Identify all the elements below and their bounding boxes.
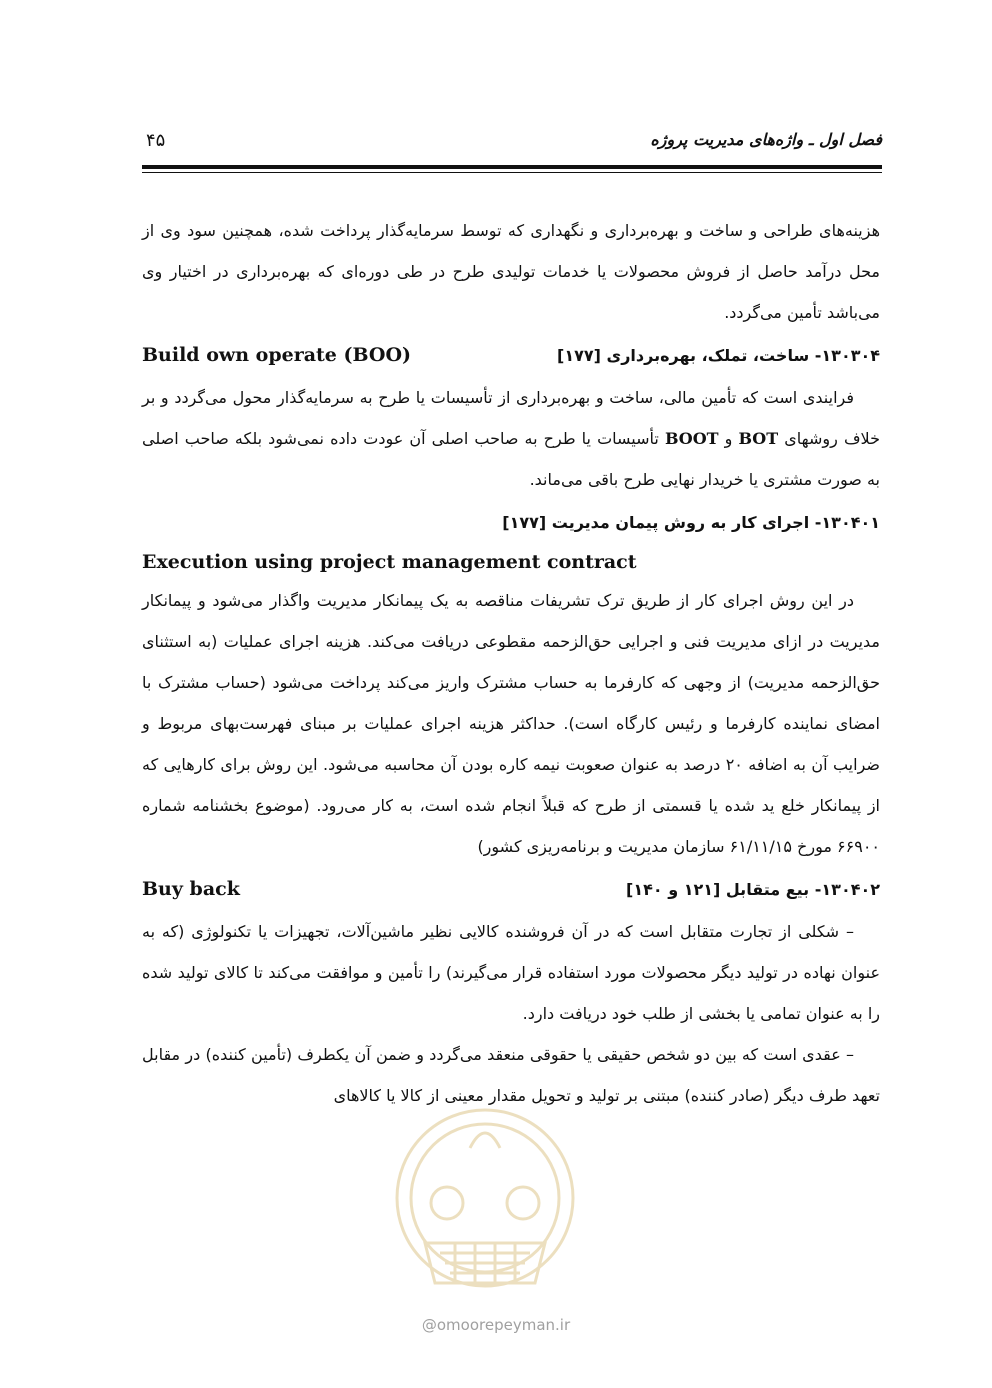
buyback-item-2: – عقدی است که بین دو شخص حقیقی یا حقوقی منعقد می‌گردد و ضمن آن یکطرف (تأمین کننده) در مقابل تعهد طرف دیگر (صادر کننده) مبتنی بر تولید و تحویل مقدار معینی از کالا یا کالاهای [142, 1045, 880, 1105]
term-buyback [142, 867, 880, 911]
intro-paragraph: هزینه‌های طراحی و ساخت و بهره‌برداری و نگهداری که توسط سرمایه‌گذار پرداخت شده، همچنین سود وی از محل درآمد حاصل از فروش محصولات یا خدمات تولیدی طرح در طی دوره‌ای که بهره‌برداری در اختیار وی می‌باشد تأمین می‌گردد. [142, 221, 880, 322]
pmc-paragraph: در این روش اجرای کار از طریق ترک تشریفات مناقصه به یک پیمانکار مدیریت واگذار می‌شود و پیمانکار مدیریت در ازای مدیریت فنی و اجرایی حق‌الزحمه مقطوعی دریافت می‌کند. هزینه اجرای عملیات (به استثنای حق‌الزحمه مدیریت) از وجهی که کارفرما به حساب مشترک واریز می‌کند پرداخت می‌شود (حساب مشترک با امضای نماینده کارفرما و رئیس کارگاه است). حداکثر هزینه اجرای عملیات بر مبنای فهرست‌بهای مربوط و ضرایب آن به اضافه ۲۰ درصد به عنوان صعوبت نیمه کاره بودن آن محاسبه می‌شود. این روش برای کارهایی که از پیمانکار خلع ید شده یا قسمتی از طرح که قبلاً انجام شده است، به کار می‌رود. (موضوع بخشنامه شماره ۶۶۹۰۰ مورخ ۶۱/۱۱/۱۵ سازمان مدیریت و برنامه‌ریزی کشور) [142, 591, 880, 856]
term-boo-en: Build own operate (BOO) [142, 343, 412, 366]
term-buyback-fa: ۱۳۰۴۰۲- بیع متقابل [۱۲۱ و ۱۴۰] [626, 879, 880, 899]
chapter-title: فصل اول ـ واژه‌های مدیریت پروژه [650, 130, 882, 149]
term-boo-fa: ۱۳۰۳۰۴- ساخت، تملک، بهره‌برداری [۱۷۷] [557, 345, 880, 365]
term-boo [142, 333, 880, 377]
term-pmc-en: Execution using project management contract [142, 551, 637, 573]
footer-website: @omoorepeyman.ir [421, 1316, 571, 1334]
boo-text-and: و [718, 429, 739, 448]
boo-abbr-bot: BOT [738, 429, 779, 448]
boo-text-2: تأسیسات یا طرح به صاحب اصلی آن عودت داده نمی‌شود بلکه صاحب اصلی به صورت مشتری یا خریدار نهایی طرح باقی می‌ماند. [142, 429, 880, 489]
page-body [142, 210, 880, 1116]
boo-paragraph [142, 377, 880, 500]
page-header [142, 128, 882, 164]
boo-abbr-boot: BOOT [664, 429, 719, 448]
page-number: ۴۵ [146, 130, 166, 151]
header-rule-thick [142, 165, 882, 169]
boo-text-1: فرایندی است که تأمین مالی، ساخت و بهره‌برداری از تأسیسات یا طرح به سرمایه‌گذار محول می‌گردد و بر خلاف روشهای [142, 388, 880, 448]
term-pmc [142, 500, 880, 544]
header-rule-thin [142, 172, 882, 173]
term-pmc-fa: ۱۳۰۴۰۱- اجرای کار به روش پیمان مدیریت [۱۷۷] [502, 512, 880, 532]
buyback-item-1: – شکلی از تجارت متقابل است که در آن فروشنده کالایی نظیر ماشین‌آلات، تجهیزات یا تکنولوژی (که به عنوان نهاده در تولید دیگر محصولات مورد استفاده قرار می‌گیرند) را تأمین و موافقت می‌کند تا کالای تولید شده را به عنوان تمامی یا بخشی از طلب خود دریافت دارد. [142, 922, 880, 1023]
term-buyback-en: Buy back [142, 877, 240, 900]
